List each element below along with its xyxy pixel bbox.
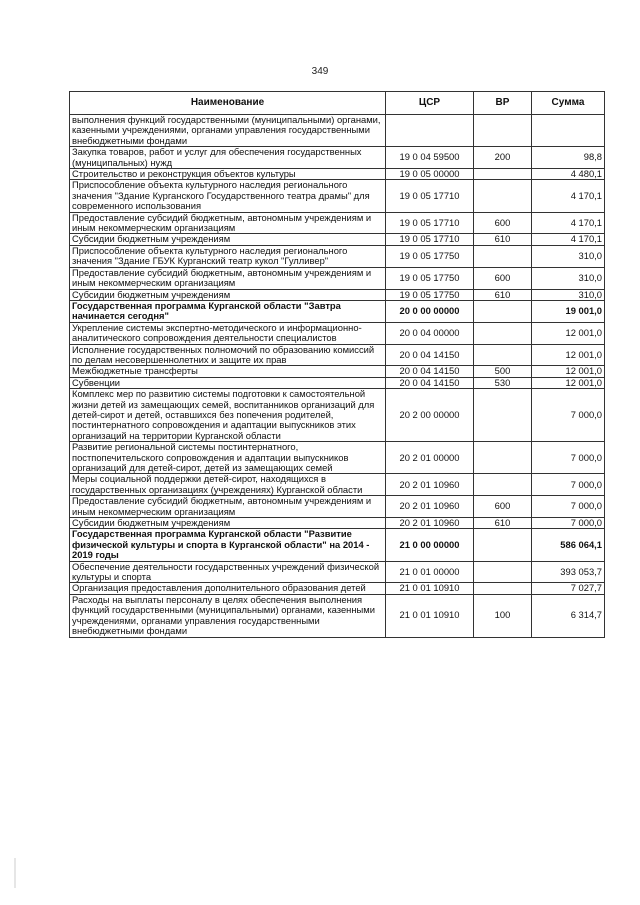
row-name: Субсидии бюджетным учреждениям <box>70 518 386 529</box>
table-row <box>70 180 605 212</box>
row-sum: 4 480,1 <box>532 169 605 180</box>
row-csr: 19 0 05 17710 <box>386 212 474 234</box>
table-body <box>70 115 605 638</box>
row-name: Комплекс мер по развитию системы подготовки к самостоятельной жизни детей из замещающих семей, воспитанников организаций для детей-сирот и детей, оставшихся без попечения родителей, постинтернатного сопровождения и адаптации выпускников этих организаций на территории Курганской области <box>70 389 386 442</box>
row-name: Субсидии бюджетным учреждениям <box>70 289 386 300</box>
row-name: Межбюджетные трансферты <box>70 366 386 377</box>
header-sum: Сумма <box>532 92 605 115</box>
row-sum <box>532 115 605 147</box>
row-vr <box>474 442 532 474</box>
row-name: Предоставление субсидий бюджетным, автономным учреждениям и иным некоммерческим организациям <box>70 496 386 518</box>
row-name: Субсидии бюджетным учреждениям <box>70 234 386 245</box>
header-row <box>70 92 605 115</box>
row-csr: 19 0 05 00000 <box>386 169 474 180</box>
budget-table <box>69 91 605 638</box>
row-csr: 19 0 04 59500 <box>386 147 474 169</box>
row-csr: 20 0 00 00000 <box>386 300 474 322</box>
table-row <box>70 300 605 322</box>
row-sum: 393 053,7 <box>532 561 605 583</box>
row-csr: 20 0 04 00000 <box>386 322 474 344</box>
row-sum: 7 000,0 <box>532 518 605 529</box>
row-csr: 20 2 01 10960 <box>386 496 474 518</box>
row-sum: 586 064,1 <box>532 529 605 561</box>
table-row <box>70 518 605 529</box>
header-name: Наименование <box>70 92 386 115</box>
row-vr: 530 <box>474 377 532 388</box>
row-vr <box>474 529 532 561</box>
row-name: Субвенции <box>70 377 386 388</box>
row-name: Меры социальной поддержки детей-сирот, находящихся в государственных организациях (учреждениях) Курганской области <box>70 474 386 496</box>
row-csr: 20 2 00 00000 <box>386 389 474 442</box>
row-csr: 20 0 04 14150 <box>386 344 474 366</box>
row-sum: 310,0 <box>532 289 605 300</box>
row-sum: 7 000,0 <box>532 442 605 474</box>
table-row <box>70 289 605 300</box>
row-sum: 310,0 <box>532 267 605 289</box>
row-csr: 20 2 01 00000 <box>386 442 474 474</box>
row-sum: 7 027,7 <box>532 583 605 594</box>
row-vr: 610 <box>474 289 532 300</box>
table-row <box>70 344 605 366</box>
row-csr: 19 0 05 17750 <box>386 267 474 289</box>
row-vr <box>474 322 532 344</box>
row-csr: 21 0 01 10910 <box>386 583 474 594</box>
table-row <box>70 474 605 496</box>
row-sum: 6 314,7 <box>532 594 605 637</box>
table-row <box>70 267 605 289</box>
table-row <box>70 496 605 518</box>
row-vr: 100 <box>474 594 532 637</box>
table-row <box>70 322 605 344</box>
row-vr <box>474 474 532 496</box>
row-vr: 500 <box>474 366 532 377</box>
row-sum: 4 170,1 <box>532 180 605 212</box>
row-csr: 20 0 04 14150 <box>386 366 474 377</box>
row-csr <box>386 115 474 147</box>
row-sum: 98,8 <box>532 147 605 169</box>
row-vr <box>474 180 532 212</box>
row-name: Обеспечение деятельности государственных учреждений физической культуры и спорта <box>70 561 386 583</box>
row-vr <box>474 389 532 442</box>
table-row <box>70 169 605 180</box>
row-csr: 19 0 05 17750 <box>386 289 474 300</box>
row-name: Приспособление объекта культурного наследия регионального значения "Здание ГБУК Курганский театр кукол "Гулливер" <box>70 245 386 267</box>
row-vr <box>474 344 532 366</box>
row-vr <box>474 561 532 583</box>
header-vr: ВР <box>474 92 532 115</box>
row-csr: 20 2 01 10960 <box>386 518 474 529</box>
table-row <box>70 377 605 388</box>
header-csr: ЦСР <box>386 92 474 115</box>
row-sum: 7 000,0 <box>532 496 605 518</box>
row-sum: 12 001,0 <box>532 344 605 366</box>
table-row <box>70 583 605 594</box>
row-sum: 12 001,0 <box>532 366 605 377</box>
row-vr: 610 <box>474 518 532 529</box>
row-sum: 19 001,0 <box>532 300 605 322</box>
table-row <box>70 212 605 234</box>
row-name: Развитие региональной системы постинтернатного, постпопечительского сопровождения и адаптации выпускников организаций для детей-сирот, детей из замещающих семей <box>70 442 386 474</box>
table-row <box>70 147 605 169</box>
row-csr: 19 0 05 17710 <box>386 234 474 245</box>
row-sum: 7 000,0 <box>532 389 605 442</box>
row-vr: 600 <box>474 267 532 289</box>
row-name: Приспособление объекта культурного наследия регионального значения "Здание Курганского Государственного театра драмы" для современного использования <box>70 180 386 212</box>
row-vr: 610 <box>474 234 532 245</box>
row-csr: 21 0 01 00000 <box>386 561 474 583</box>
row-name: Исполнение государственных полномочий по образованию комиссий по делам несовершеннолетних и защите их прав <box>70 344 386 366</box>
row-name: Укрепление системы экспертно-методического и информационно-аналитического сопровождения деятельности специалистов <box>70 322 386 344</box>
row-csr: 19 0 05 17750 <box>386 245 474 267</box>
row-csr: 21 0 00 00000 <box>386 529 474 561</box>
table-row <box>70 561 605 583</box>
row-vr <box>474 245 532 267</box>
row-name: Строительство и реконструкция объектов культуры <box>70 169 386 180</box>
row-csr: 20 0 04 14150 <box>386 377 474 388</box>
row-sum: 310,0 <box>532 245 605 267</box>
row-sum: 12 001,0 <box>532 377 605 388</box>
row-sum: 4 170,1 <box>532 212 605 234</box>
row-vr <box>474 115 532 147</box>
table-row <box>70 594 605 637</box>
page-number: 349 <box>311 66 329 77</box>
row-name: Государственная программа Курганской области "Завтра начинается сегодня" <box>70 300 386 322</box>
table-row <box>70 234 605 245</box>
row-vr: 600 <box>474 212 532 234</box>
row-vr <box>474 300 532 322</box>
row-csr: 21 0 01 10910 <box>386 594 474 637</box>
row-sum: 7 000,0 <box>532 474 605 496</box>
table-row <box>70 366 605 377</box>
table-row <box>70 115 605 147</box>
row-name: Предоставление субсидий бюджетным, автономным учреждениям и иным некоммерческим организациям <box>70 212 386 234</box>
row-name: Государственная программа Курганской области "Развитие физической культуры и спорта в Курганской области" на 2014 - 2019 годы <box>70 529 386 561</box>
row-sum: 4 170,1 <box>532 234 605 245</box>
row-vr: 600 <box>474 496 532 518</box>
table-row <box>70 442 605 474</box>
row-vr <box>474 583 532 594</box>
table-row <box>70 529 605 561</box>
row-sum: 12 001,0 <box>532 322 605 344</box>
row-vr: 200 <box>474 147 532 169</box>
table-row <box>70 389 605 442</box>
row-name: Предоставление субсидий бюджетным, автономным учреждениям и иным некоммерческим организациям <box>70 267 386 289</box>
row-vr <box>474 169 532 180</box>
table-row <box>70 245 605 267</box>
row-name: Расходы на выплаты персоналу в целях обеспечения выполнения функций государственными (муниципальными) органами, казенными учреждениями, органами управления государственными внебюджетными фондами <box>70 594 386 637</box>
row-name: Закупка товаров, работ и услуг для обеспечения государственных (муниципальных) нужд <box>70 147 386 169</box>
row-name: выполнения функций государственными (муниципальными) органами, казенными учреждениями, органами управления государственными внебюджетными фондами <box>70 115 386 147</box>
row-name: Организация предоставления дополнительного образования детей <box>70 583 386 594</box>
row-csr: 19 0 05 17710 <box>386 180 474 212</box>
scan-artifact <box>14 858 16 888</box>
row-csr: 20 2 01 10960 <box>386 474 474 496</box>
